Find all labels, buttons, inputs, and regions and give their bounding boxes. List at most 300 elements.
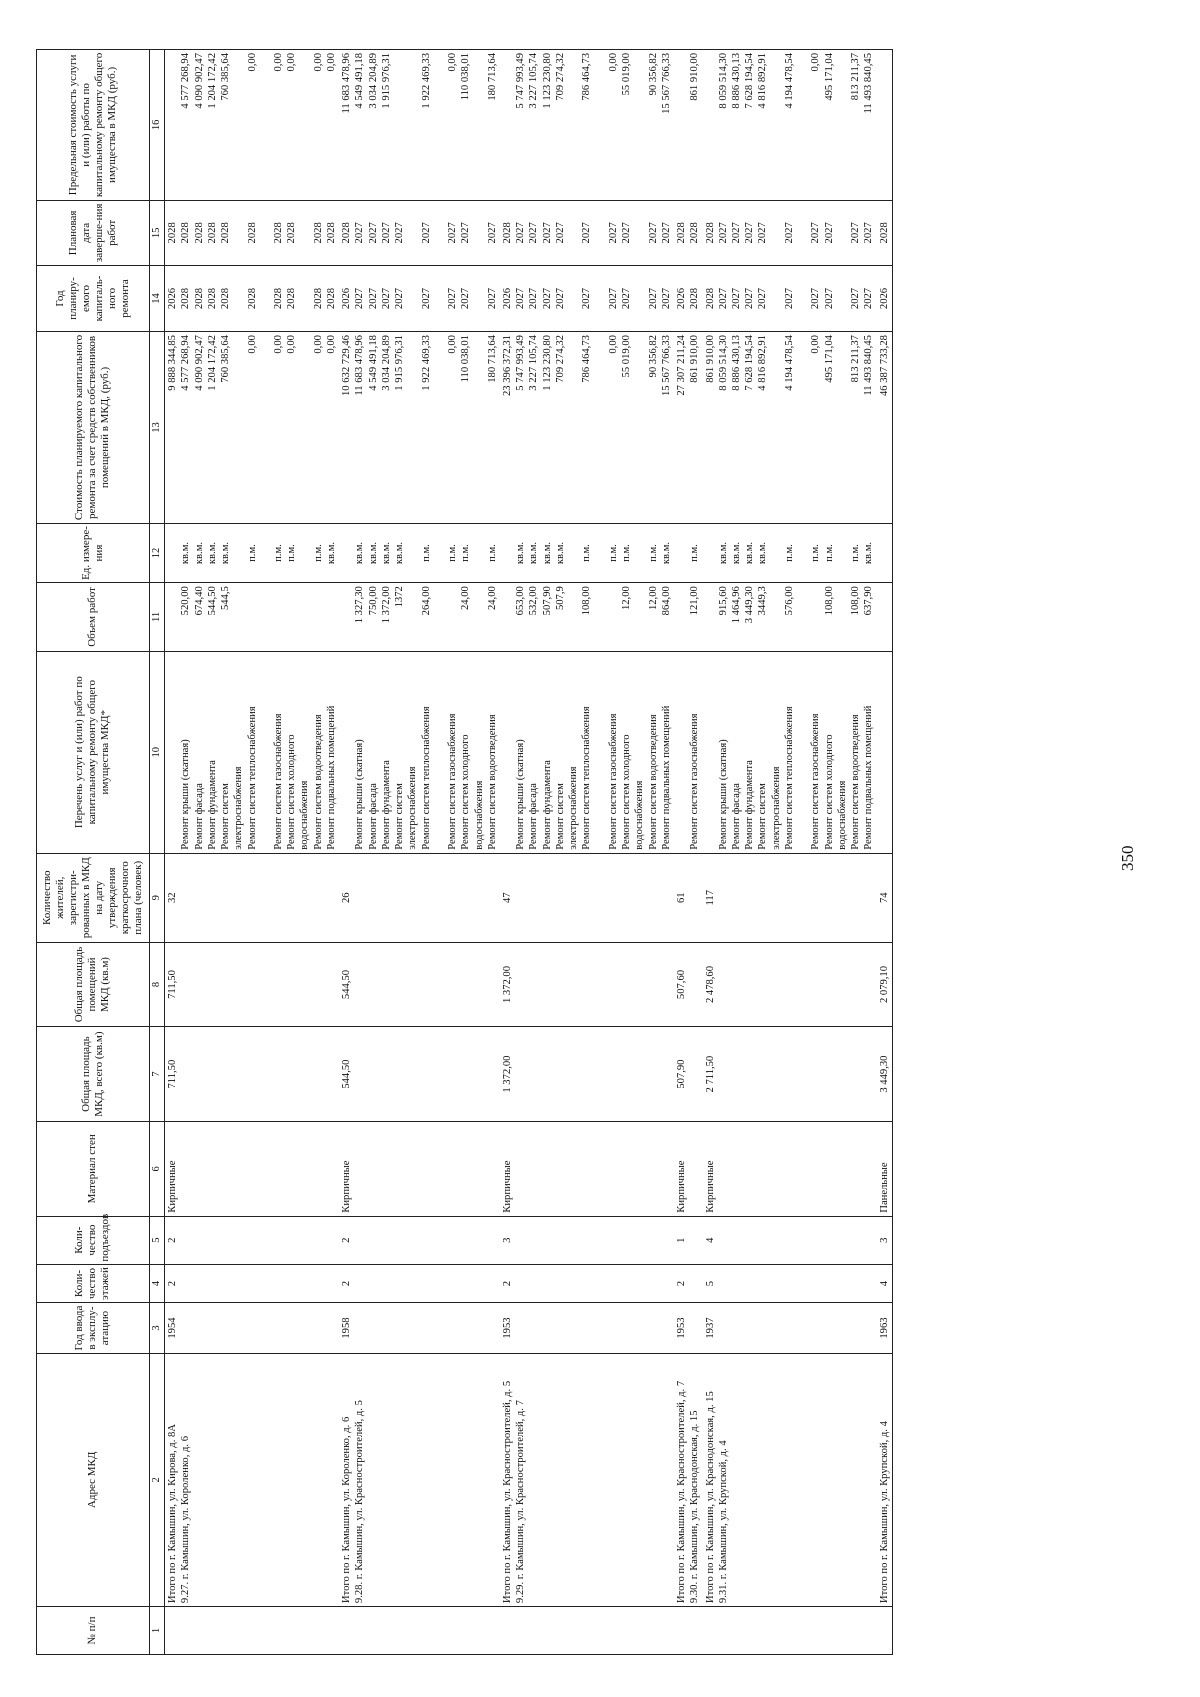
work-item: Ремонт систем газоснабжения [810, 713, 822, 850]
address-cell [500, 1353, 674, 1606]
column-number: 15 [149, 200, 164, 265]
floors-cell: 5 [703, 1264, 877, 1303]
volume-value: 108,00 [581, 586, 593, 616]
end-date-value: 2028 [167, 222, 179, 244]
plan-year-cell [703, 265, 877, 331]
unit-value: кв.м. [660, 541, 672, 565]
limit-cost-value: 110 038,01 [460, 53, 472, 101]
limit-cost-value: 0,00 [607, 53, 619, 72]
limit-cost-value: 0,00 [810, 53, 822, 72]
address-cell [674, 1353, 702, 1606]
work-item: Ремонт систем водоотведения [486, 714, 498, 850]
header-floors: Коли-чество этажей [37, 1264, 150, 1303]
limit-cost-value: 0,00 [447, 53, 459, 72]
unit-cell [165, 523, 340, 582]
limit-cost-value: 8 886 430,13 [730, 53, 742, 109]
plan-year-cell [877, 265, 893, 331]
address-line: Итого по г. Камышин, ул. Короленко, д. 6 [341, 1416, 353, 1604]
volume-value [770, 586, 783, 647]
volume-value [607, 586, 620, 647]
end-date-cell [500, 200, 674, 265]
volume-cell [165, 583, 340, 651]
plan-year-value: 2027 [581, 287, 593, 310]
work-item: Ремонт систем [554, 783, 566, 850]
plan-year-value: 2027 [850, 287, 862, 310]
work-item: Ремонт систем газоснабжения [689, 713, 701, 850]
volume-value [325, 586, 338, 647]
unit-value: кв.м. [180, 541, 192, 565]
work-item: Ремонт систем теплоснабжения [420, 706, 432, 850]
page-number: 350 [1118, 845, 1137, 871]
premises-area-cell: 1 372,00 [500, 942, 674, 1026]
plan-year-value [473, 269, 486, 328]
end-date-value [836, 204, 849, 262]
end-date-cell [674, 200, 702, 265]
unit-value: п.м. [286, 544, 298, 562]
year-cell: 1954 [165, 1303, 340, 1353]
column-number: 16 [149, 50, 164, 201]
limit-cost-value [433, 53, 446, 197]
unit-value: п.м. [486, 544, 498, 562]
volume-value: 750,00 [367, 586, 379, 616]
cost-value: 813 211,37 [850, 335, 862, 383]
limit-cost-value: 11 493 840,45 [863, 53, 875, 114]
unit-value: кв.м. [380, 541, 392, 565]
volume-value [594, 586, 607, 647]
unit-value [633, 527, 646, 579]
unit-value: кв.м. [730, 541, 742, 565]
end-date-value: 2028 [180, 222, 192, 244]
end-date-cell [339, 200, 500, 265]
work-item: Ремонт подвальных помещений [660, 705, 672, 850]
volume-value [809, 586, 822, 647]
work-item: Ремонт фундамента [206, 760, 218, 850]
cost-value: 1 123 230,80 [541, 335, 553, 391]
end-date-value: 2028 [286, 222, 298, 244]
plan-year-value: 2027 [460, 287, 472, 310]
work-item: Ремонт систем газоснабжения [447, 713, 459, 850]
unit-value: кв.м. [541, 541, 553, 565]
unit-value [796, 527, 809, 579]
unit-value: кв.м. [554, 541, 566, 565]
plan-year-value: 2027 [810, 287, 822, 310]
limit-cost-value [166, 53, 179, 197]
unit-value: кв.м. [206, 541, 218, 565]
premises-area-cell: 2 079,10 [877, 942, 893, 1026]
unit-value: п.м. [823, 544, 835, 562]
cost-value: 4 090 902,47 [193, 335, 205, 391]
plan-year-value: 2028 [180, 287, 192, 310]
table-row [703, 50, 877, 1655]
volume-value: 674,40 [193, 586, 205, 616]
unit-value: п.м. [420, 544, 432, 562]
volume-value: 576,00 [783, 586, 795, 616]
plan-year-value: 2027 [863, 287, 875, 310]
unit-value: кв.м. [757, 541, 769, 565]
end-date-value: 2027 [460, 222, 472, 244]
volume-value: 24,00 [486, 586, 498, 611]
plan-year-value [633, 269, 646, 328]
volume-value: 544,5 [220, 586, 232, 611]
cost-value: 110 038,01 [460, 335, 472, 383]
plan-year-value: 2027 [367, 287, 379, 310]
end-date-value [259, 204, 272, 262]
unit-value [298, 527, 311, 579]
address-line: 9.30. г. Камышин, ул. Краснодонская, д. 15 [689, 1410, 701, 1604]
end-date-cell [703, 200, 877, 265]
header-year: Год ввода в эксплу-атацию [37, 1303, 150, 1353]
cost-value: 1 915 976,31 [394, 335, 406, 391]
volume-cell [877, 583, 893, 651]
cost-value: 4 577 268,94 [180, 335, 192, 391]
residents-cell: 47 [500, 853, 674, 942]
work-item [501, 655, 514, 850]
plan-year-value: 2027 [554, 287, 566, 310]
unit-value: кв.м. [220, 541, 232, 565]
header-walls: Материал стен [37, 1121, 150, 1216]
limit-cost-value: 4 194 478,54 [783, 53, 795, 109]
plan-year-value: 2027 [528, 287, 540, 310]
cost-value: 46 387 733,28 [878, 335, 890, 396]
end-date-value [567, 204, 580, 262]
column-number: 6 [149, 1121, 164, 1216]
unit-value [433, 527, 446, 579]
work-item: Ремонт систем газоснабжения [607, 713, 619, 850]
volume-value [836, 586, 849, 647]
work-item [594, 655, 607, 850]
address-cell [877, 1353, 893, 1606]
volume-cell [339, 583, 500, 651]
volume-value: 653,00 [515, 586, 527, 616]
volume-value [166, 586, 179, 647]
floors-cell: 2 [165, 1264, 340, 1303]
cost-value: 709 274,32 [554, 335, 566, 383]
plan-year-value: 2027 [621, 287, 633, 310]
limit-cost-value: 4 549 491,18 [354, 53, 366, 109]
header-unit: Ед. измере-ния [37, 523, 150, 582]
plan-year-value: 2027 [783, 287, 795, 310]
limit-cost-value: 4 816 892,91 [757, 53, 769, 109]
column-number: 14 [149, 265, 164, 331]
volume-value [312, 586, 325, 647]
limit-cost-value [406, 53, 419, 197]
row-number-cell [500, 1607, 674, 1655]
work-item: Ремонт подвальных помещений [325, 705, 337, 850]
cost-value: 0,00 [286, 335, 298, 354]
limit-cost-value: 11 683 478,96 [341, 53, 353, 114]
plan-year-value [836, 269, 849, 328]
plan-year-value: 2027 [744, 287, 756, 310]
work-item [878, 655, 891, 850]
work-item [433, 655, 446, 850]
plan-year-cell [165, 265, 340, 331]
address-cell [703, 1353, 877, 1606]
header-plan-year: Год планиру-емого капиталь-ного ремонта [37, 265, 150, 331]
cost-value [406, 335, 419, 520]
volume-value [473, 586, 486, 647]
limit-cost-value: 709 274,32 [554, 53, 566, 101]
cost-value: 8 059 514,30 [717, 335, 729, 391]
limit-cost-value [594, 53, 607, 197]
entrances-cell: 2 [339, 1216, 500, 1264]
premises-area-cell: 2 478,60 [703, 942, 877, 1026]
limit-cost-value: 760 385,64 [220, 53, 232, 101]
entrances-cell: 1 [674, 1216, 702, 1264]
end-date-value [406, 204, 419, 262]
unit-value: кв.м. [863, 541, 875, 565]
work-item: электроснабжения [233, 766, 245, 850]
unit-value: п.м. [783, 544, 795, 562]
end-date-value [594, 204, 607, 262]
volume-value [796, 586, 809, 647]
plan-year-value [567, 269, 580, 328]
limit-cost-value: 0,00 [312, 53, 324, 72]
header-volume: Объем работ [37, 583, 150, 651]
address-line: 9.27. г. Камышин, ул. Короленко, д. 6 [180, 1435, 192, 1604]
work-item: Ремонт систем [757, 783, 769, 850]
work-item: водоснабжения [836, 780, 848, 850]
unit-value: п.м. [312, 544, 324, 562]
plan-year-value: 2027 [380, 287, 392, 310]
unit-value: п.м. [460, 544, 472, 562]
limit-cost-value: 0,00 [286, 53, 298, 72]
plan-year-value [406, 269, 419, 328]
cost-value: 90 356,82 [647, 335, 659, 378]
work-item [796, 655, 809, 850]
volume-value: 1 372,00 [380, 586, 392, 624]
volume-value [446, 586, 459, 647]
cost-value: 4 816 892,91 [757, 335, 769, 391]
end-date-value: 2027 [810, 222, 822, 244]
limit-cost-cell [339, 50, 500, 201]
unit-value: п.м. [246, 544, 258, 562]
table-body [165, 50, 893, 1655]
limit-cost-value [878, 53, 891, 197]
end-date-value [298, 204, 311, 262]
cost-value: 1 922 469,33 [420, 335, 432, 391]
unit-value: п.м. [647, 544, 659, 562]
end-date-value: 2027 [581, 222, 593, 244]
table-row [500, 50, 674, 1655]
plan-year-value: 2027 [420, 287, 432, 310]
cost-value: 55 019,00 [621, 335, 633, 378]
end-date-cell [165, 200, 340, 265]
work-item [259, 655, 272, 850]
work-item: Ремонт систем холодного [286, 734, 298, 850]
end-date-value: 2028 [704, 222, 716, 244]
limit-cost-value [473, 53, 486, 197]
header-end-date: Плановая дата заверше-ния работ [37, 200, 150, 265]
work-item: водоснабжения [299, 780, 311, 850]
end-date-value: 2028 [220, 222, 232, 244]
end-date-value: 2028 [689, 222, 701, 244]
unit-value: п.м. [581, 544, 593, 562]
end-date-value: 2027 [730, 222, 742, 244]
plan-year-value: 2026 [501, 287, 513, 310]
column-number-row [149, 50, 164, 1655]
cost-value [796, 335, 809, 520]
end-date-value: 2027 [486, 222, 498, 244]
total-area-cell: 507,90 [674, 1027, 702, 1122]
plan-year-value: 2027 [541, 287, 553, 310]
unit-value: кв.м. [325, 541, 337, 565]
cost-value: 180 713,64 [486, 335, 498, 383]
plan-year-value: 2027 [447, 287, 459, 310]
work-item: Ремонт фундамента [744, 760, 756, 850]
entrances-cell: 3 [877, 1216, 893, 1264]
cost-value [298, 335, 311, 520]
plan-year-cell [339, 265, 500, 331]
work-item: Ремонт систем теплоснабжения [246, 706, 258, 850]
volume-value: 864,00 [660, 586, 672, 616]
address-line: Итого по г. Камышин, ул. Краснострoителей, д. 5 [501, 1380, 513, 1604]
end-date-cell [877, 200, 893, 265]
work-item [704, 655, 717, 850]
unit-value [675, 527, 688, 579]
header-residents: Количество жителей, зарегистри-рованных в МКД на дату утверждения краткосрочного плана (человек) [37, 853, 150, 942]
unit-value [704, 527, 717, 579]
volume-value [298, 586, 311, 647]
volume-value: 1 327,30 [354, 586, 366, 624]
header-premises-area: Общая площадь помещений МКД (кв.м) [37, 942, 150, 1026]
address-line: 9.28. г. Камышин, ул. Краснострoителей, д. 5 [354, 1400, 366, 1604]
total-area-cell: 1 372,00 [500, 1027, 674, 1122]
plan-year-value: 2028 [689, 287, 701, 310]
end-date-value: 2027 [660, 222, 672, 244]
plan-year-value: 2026 [878, 287, 890, 310]
end-date-value: 2028 [501, 222, 513, 244]
cost-value: 27 307 211,24 [676, 335, 688, 396]
capital-repair-table [36, 49, 893, 1655]
cost-value: 0,00 [607, 335, 619, 354]
plan-year-value: 2027 [647, 287, 659, 310]
limit-cost-value [770, 53, 783, 197]
work-item: Ремонт систем холодного [460, 734, 472, 850]
work-item: Ремонт систем газоснабжения [273, 713, 284, 850]
end-date-value: 2027 [380, 222, 392, 244]
limit-cost-value [675, 53, 688, 197]
volume-cell [500, 583, 674, 651]
work-item: водоснабжения [634, 780, 646, 850]
work-item: Ремонт подвальных помещений [863, 705, 875, 850]
work-item: Ремонт фундамента [541, 760, 553, 850]
address-line: 9.31. г. Камышин, ул. Крупской, д. 4 [717, 1440, 729, 1604]
limit-cost-value: 1 922 469,33 [420, 53, 432, 109]
address-cell [165, 1353, 340, 1606]
unit-value [836, 527, 849, 579]
column-number: 2 [149, 1353, 164, 1606]
limit-cost-cell [877, 50, 893, 201]
cost-value [633, 335, 646, 520]
residents-cell: 117 [703, 853, 877, 942]
limit-cost-value: 4 090 902,47 [193, 53, 205, 109]
volume-value: 915,60 [717, 586, 729, 616]
unit-value [473, 527, 486, 579]
unit-value [594, 527, 607, 579]
end-date-value: 2028 [193, 222, 205, 244]
volume-value: 24,00 [460, 586, 472, 611]
unit-value: п.м. [850, 544, 862, 562]
limit-cost-value: 1 123 230,80 [541, 53, 553, 109]
limit-cost-cell [674, 50, 702, 201]
plan-year-value: 2027 [823, 287, 835, 310]
cost-value: 0,00 [810, 335, 822, 354]
end-date-value: 2028 [273, 222, 284, 244]
work-item: Ремонт фасада [193, 783, 205, 850]
row-number-cell [703, 1607, 877, 1655]
total-area-cell: 544,50 [339, 1027, 500, 1122]
volume-value: 12,00 [621, 586, 633, 611]
header-cost: Стоимость планируемого капитального ремонта за счет средств собственников помещений в МКД, (руб.) [37, 332, 150, 524]
table-row [339, 50, 500, 1655]
header-total-area: Общая площадь МКД, всего (кв.м) [37, 1027, 150, 1122]
unit-value: кв.м. [394, 541, 406, 565]
row-number-cell [165, 1607, 340, 1655]
plan-year-cell [674, 265, 702, 331]
unit-cell [877, 523, 893, 582]
plan-year-value: 2028 [220, 287, 232, 310]
unit-value: кв.м. [354, 541, 366, 565]
premises-area-cell: 507,60 [674, 942, 702, 1026]
unit-value [340, 527, 353, 579]
work-item [166, 655, 179, 850]
end-date-value: 2027 [863, 222, 875, 244]
cost-value [473, 335, 486, 520]
unit-value [878, 527, 891, 579]
volume-value: 1 464,96 [730, 586, 742, 624]
cost-value: 11 683 478,96 [354, 335, 366, 396]
end-date-value: 2027 [744, 222, 756, 244]
volume-value [232, 586, 245, 647]
year-cell: 1963 [877, 1303, 893, 1353]
limit-cost-value: 8 059 514,30 [717, 53, 729, 109]
cost-value: 0,00 [447, 335, 459, 354]
entrances-cell: 2 [165, 1216, 340, 1264]
header-num: № п/п [37, 1607, 150, 1655]
cost-value: 4 194 478,54 [783, 335, 795, 391]
work-item: Ремонт фасада [367, 783, 379, 850]
cost-value: 786 464,73 [581, 335, 593, 383]
unit-value: кв.м. [193, 541, 205, 565]
end-date-value: 2028 [206, 222, 218, 244]
column-number: 5 [149, 1216, 164, 1264]
end-date-value [232, 204, 245, 262]
end-date-value [770, 204, 783, 262]
end-date-value: 2028 [325, 222, 337, 244]
cost-cell [703, 332, 877, 524]
year-cell: 1958 [339, 1303, 500, 1353]
column-number: 7 [149, 1027, 164, 1122]
plan-year-value: 2026 [167, 287, 179, 310]
works-cell [339, 651, 500, 853]
column-number: 4 [149, 1264, 164, 1303]
unit-value [770, 527, 783, 579]
plan-year-value: 2028 [273, 287, 284, 310]
work-item: Ремонт систем [394, 783, 406, 850]
volume-value: 3449,3 [757, 586, 769, 616]
address-line: Итого по г. Камышин, ул. Краснодонская, д. 15 [704, 1391, 716, 1604]
unit-value [567, 527, 580, 579]
unit-value: п.м. [447, 544, 459, 562]
end-date-value: 2027 [354, 222, 366, 244]
volume-value: 637,90 [863, 586, 875, 616]
limit-cost-value [796, 53, 809, 197]
limit-cost-cell [500, 50, 674, 201]
volume-value [878, 586, 891, 647]
cost-value: 4 549 491,18 [367, 335, 379, 391]
cost-value: 0,00 [312, 335, 324, 354]
header-row [37, 50, 150, 1655]
